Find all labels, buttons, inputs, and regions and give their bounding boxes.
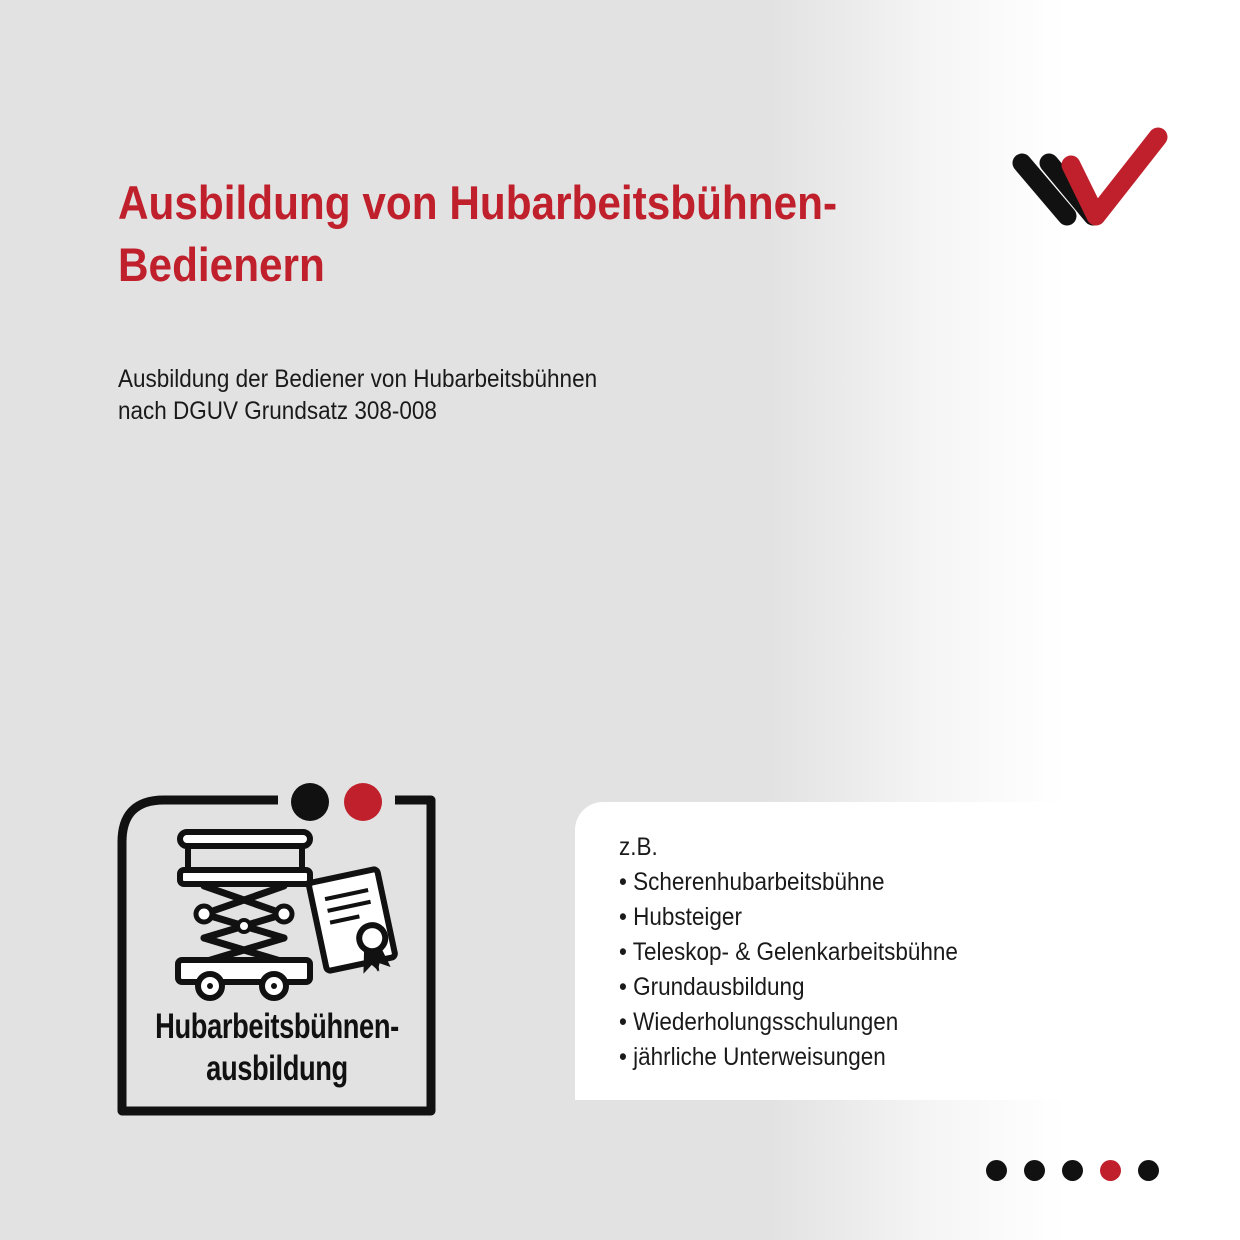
subtitle-line-1: Ausbildung der Bediener von Hubarbeitsbühnen <box>118 365 598 393</box>
list-item: • Scherenhubarbeitsbühne <box>619 868 885 896</box>
info-card <box>575 802 1240 1100</box>
pager-dot-2[interactable] <box>1024 1160 1045 1181</box>
brand-logo-icon <box>1005 120 1175 235</box>
list-item: • Teleskop- & Gelenkarbeitsbühne <box>619 938 958 966</box>
list-item: • Grundausbildung <box>619 973 805 1001</box>
list-item: z.B. <box>619 833 658 861</box>
training-list <box>619 830 996 1075</box>
pager-dot-1[interactable] <box>986 1160 1007 1181</box>
badge-label <box>112 1006 442 1090</box>
title-line-1: Ausbildung von Hubarbeitsbühnen- <box>118 176 838 229</box>
badge-label-line-1: Hubarbeitsbühnen- <box>155 1007 399 1046</box>
title-line-2: Bedienern <box>118 238 325 291</box>
list-item: • jährliche Unterweisungen <box>619 1043 886 1071</box>
pager-dot-5[interactable] <box>1138 1160 1159 1181</box>
badge-label-line-2: ausbildung <box>206 1049 348 1088</box>
pager-dot-3[interactable] <box>1062 1160 1083 1181</box>
list-item: • Hubsteiger <box>619 903 742 931</box>
slide-pager <box>986 1160 1166 1182</box>
subtitle-line-2: nach DGUV Grundsatz 308-008 <box>118 397 437 425</box>
page-title <box>118 172 856 296</box>
list-item: • Wiederholungsschulungen <box>619 1008 899 1036</box>
pager-dot-4[interactable] <box>1100 1160 1121 1181</box>
page-subtitle <box>118 363 676 427</box>
